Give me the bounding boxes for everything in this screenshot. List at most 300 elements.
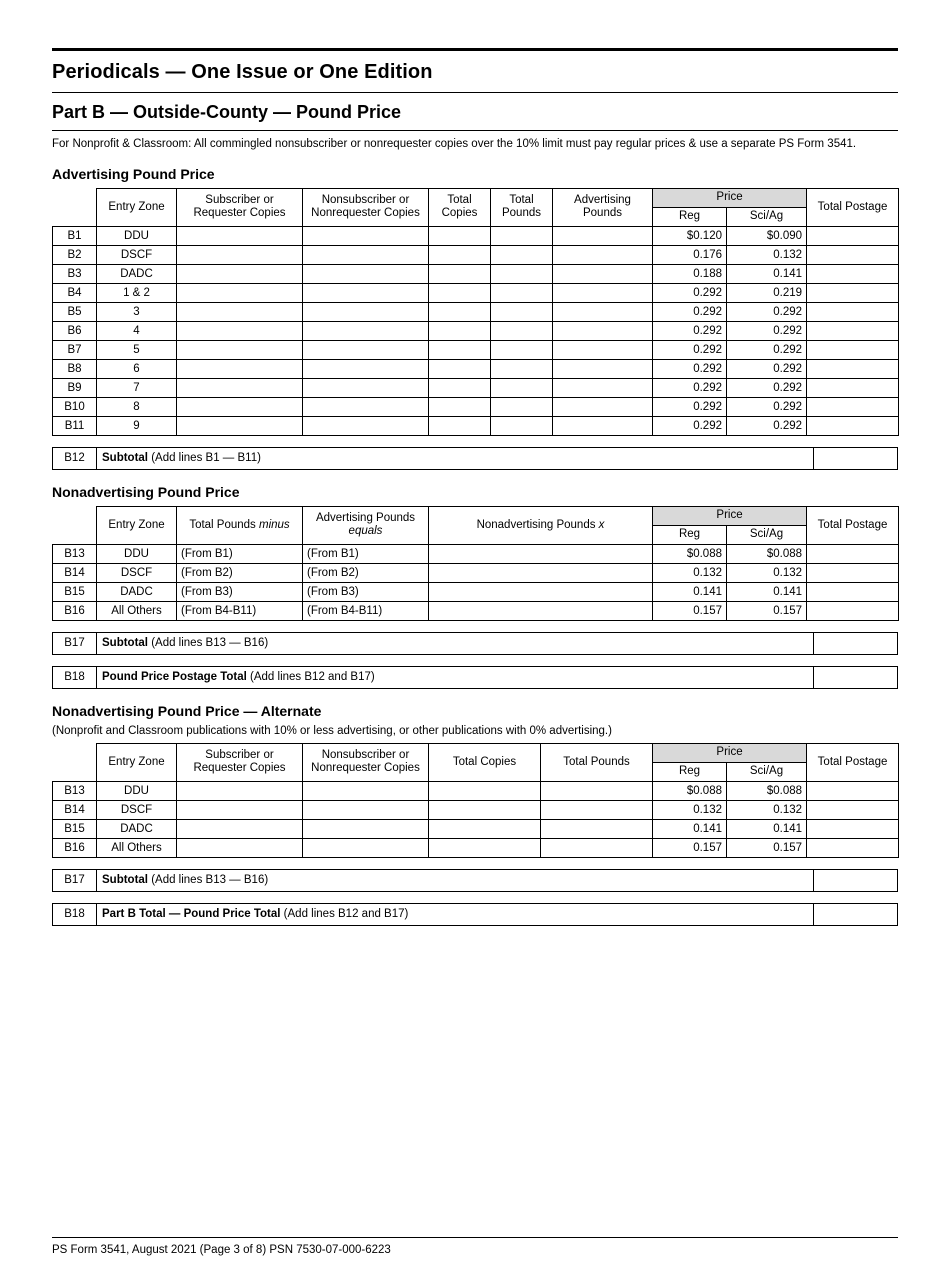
row-entry-zone: DADC	[97, 819, 177, 838]
header-line-blank	[53, 506, 97, 544]
row-advertising-pounds-input[interactable]	[553, 340, 653, 359]
nonadvertising-rows	[53, 544, 899, 620]
footer-divider	[52, 1237, 898, 1238]
row-total-postage-input[interactable]	[807, 302, 899, 321]
row-total-pounds-input[interactable]	[491, 283, 553, 302]
row-price-reg: 0.176	[653, 245, 727, 264]
header-total-copies-line2: Copies	[441, 207, 478, 220]
row-total-postage-input[interactable]	[807, 544, 899, 563]
nonadvertising-pound-price-heading: Nonadvertising Pound Price	[52, 483, 240, 500]
header-advertising-pounds	[553, 188, 653, 226]
row-total-postage-input[interactable]	[807, 819, 899, 838]
row-subscriber-copies-input[interactable]	[177, 781, 303, 800]
table-row	[53, 283, 899, 302]
alternate-heading: Nonadvertising Pound Price — Alternate	[52, 702, 322, 719]
row-price-sciag: 0.132	[727, 800, 807, 819]
subtotal-value-input[interactable]	[814, 632, 898, 654]
subtotal-line-label: B17	[53, 869, 97, 891]
subtotal-label	[97, 632, 814, 654]
row-price-reg: 0.292	[653, 397, 727, 416]
advertising-pound-price-table	[52, 188, 899, 436]
header-subscriber-line1: Subscriber or	[205, 749, 274, 762]
row-total-copies-input[interactable]	[429, 781, 541, 800]
row-subscriber-copies-input[interactable]	[177, 800, 303, 819]
total-label-bold: Part B Total — Pound Price Total	[102, 908, 281, 921]
row-advertising-pounds-input[interactable]	[553, 378, 653, 397]
row-advertising-pounds-from[interactable]: (From B3)	[303, 582, 429, 601]
subtotal-label-rest: (Add lines B13 — B16)	[148, 874, 269, 887]
row-subscriber-copies-input[interactable]	[177, 226, 303, 245]
row-line-label: B3	[53, 264, 97, 283]
header-price-sciag: Sci/Ag	[727, 207, 807, 226]
row-subscriber-copies-input[interactable]	[177, 321, 303, 340]
row-total-copies-input[interactable]	[429, 359, 491, 378]
row-price-reg: $0.088	[653, 544, 727, 563]
row-subscriber-copies-input[interactable]	[177, 359, 303, 378]
row-subscriber-copies-input[interactable]	[177, 397, 303, 416]
row-line-label: B11	[53, 416, 97, 435]
row-nonadvertising-pounds-input[interactable]	[429, 544, 653, 563]
row-total-copies-input[interactable]	[429, 838, 541, 857]
row-total-postage-input[interactable]	[807, 601, 899, 620]
header-subscriber-line2: Requester Copies	[193, 762, 286, 775]
row-subscriber-copies-input[interactable]	[177, 838, 303, 857]
total-value-input[interactable]	[814, 903, 898, 925]
row-total-pounds-input[interactable]	[541, 800, 653, 819]
total-value-input[interactable]	[814, 666, 898, 688]
row-nonadvertising-pounds-input[interactable]	[429, 582, 653, 601]
page-footer	[52, 1237, 898, 1256]
row-price-reg: 0.157	[653, 601, 727, 620]
row-nonsubscriber-copies-input[interactable]	[303, 819, 429, 838]
row-total-pounds-from[interactable]: (From B1)	[177, 544, 303, 563]
row-total-pounds-from[interactable]: (From B2)	[177, 563, 303, 582]
subtotal-row	[53, 869, 898, 891]
header-price: Price	[653, 506, 807, 525]
row-total-pounds-input[interactable]	[491, 340, 553, 359]
header-price-reg: Reg	[653, 207, 727, 226]
row-price-reg: 0.132	[653, 563, 727, 582]
row-entry-zone: 1 & 2	[97, 283, 177, 302]
table-row	[53, 800, 899, 819]
nonprofit-note: For Nonprofit & Classroom: All commingled nonsubscriber or nonrequester copies over the 10% limit must pay regular prices & use a separate PS Form 3541.	[52, 138, 857, 150]
row-advertising-pounds-input[interactable]	[553, 283, 653, 302]
row-price-reg: 0.157	[653, 838, 727, 857]
header-nonsubscriber-line2: Nonrequester Copies	[311, 762, 420, 775]
row-price-reg: 0.292	[653, 321, 727, 340]
header-total-postage: Total Postage	[807, 743, 899, 781]
row-total-pounds-input[interactable]	[491, 264, 553, 283]
header-nonsubscriber-copies	[303, 188, 429, 226]
row-line-label: B15	[53, 582, 97, 601]
header-nonsubscriber-copies	[303, 743, 429, 781]
row-entry-zone: All Others	[97, 601, 177, 620]
row-price-reg: 0.292	[653, 302, 727, 321]
subtotal-row	[53, 447, 898, 469]
nonadvertising-subtotal-row	[52, 632, 898, 655]
row-total-copies-input[interactable]	[429, 264, 491, 283]
row-entry-zone: DDU	[97, 781, 177, 800]
subtotal-value-input[interactable]	[814, 869, 898, 891]
advertising-rows	[53, 226, 899, 435]
table-row	[53, 321, 899, 340]
row-total-pounds-from[interactable]: (From B3)	[177, 582, 303, 601]
table-row	[53, 781, 899, 800]
row-price-reg: 0.292	[653, 340, 727, 359]
row-entry-zone: DDU	[97, 226, 177, 245]
row-price-sciag: 0.157	[727, 601, 807, 620]
total-label	[97, 666, 814, 688]
row-line-label: B15	[53, 819, 97, 838]
row-advertising-pounds-input[interactable]	[553, 226, 653, 245]
alternate-pound-price-table	[52, 743, 899, 858]
row-total-copies-input[interactable]	[429, 378, 491, 397]
header-advertising-pounds-line1: Advertising	[574, 194, 631, 207]
row-line-label: B9	[53, 378, 97, 397]
header-nonadvertising-pounds	[429, 506, 653, 544]
row-price-sciag: 0.141	[727, 264, 807, 283]
header-subscriber-copies	[177, 743, 303, 781]
row-line-label: B14	[53, 800, 97, 819]
table-row	[53, 838, 899, 857]
row-price-sciag: $0.088	[727, 544, 807, 563]
header-line-blank	[53, 743, 97, 781]
row-entry-zone: 4	[97, 321, 177, 340]
row-entry-zone: DSCF	[97, 245, 177, 264]
row-total-pounds-input[interactable]	[491, 378, 553, 397]
row-total-pounds-input[interactable]	[491, 397, 553, 416]
row-total-pounds-from[interactable]: (From B4-B11)	[177, 601, 303, 620]
row-entry-zone: 5	[97, 340, 177, 359]
row-price-reg: 0.188	[653, 264, 727, 283]
row-nonsubscriber-copies-input[interactable]	[303, 397, 429, 416]
nonadvertising-pound-price-table	[52, 506, 899, 621]
row-advertising-pounds-input[interactable]	[553, 302, 653, 321]
row-line-label: B6	[53, 321, 97, 340]
row-total-postage-input[interactable]	[807, 359, 899, 378]
row-subscriber-copies-input[interactable]	[177, 416, 303, 435]
row-line-label: B1	[53, 226, 97, 245]
subtotal-row	[53, 632, 898, 654]
header-nonsubscriber-line1: Nonsubscriber or	[321, 194, 410, 207]
row-price-sciag: 0.132	[727, 563, 807, 582]
footer-text: PS Form 3541, August 2021 (Page 3 of 8) PSN 7530-07-000-6223	[52, 1244, 391, 1256]
row-price-sciag: 0.141	[727, 819, 807, 838]
subtotal-label-bold: Subtotal	[102, 637, 148, 650]
row-price-reg: $0.120	[653, 226, 727, 245]
part-divider	[52, 130, 898, 131]
row-line-label: B5	[53, 302, 97, 321]
row-total-copies-input[interactable]	[429, 397, 491, 416]
row-total-copies-input[interactable]	[429, 321, 491, 340]
row-total-postage-input[interactable]	[807, 264, 899, 283]
row-price-reg: $0.088	[653, 781, 727, 800]
row-advertising-pounds-from[interactable]: (From B1)	[303, 544, 429, 563]
header-total-pounds-text: Total Pounds	[189, 518, 259, 531]
header-price: Price	[653, 188, 807, 207]
row-line-label: B13	[53, 781, 97, 800]
row-total-postage-input[interactable]	[807, 800, 899, 819]
header-total-postage: Total Postage	[807, 506, 899, 544]
row-subscriber-copies-input[interactable]	[177, 340, 303, 359]
row-entry-zone: All Others	[97, 838, 177, 857]
row-total-copies-input[interactable]	[429, 819, 541, 838]
header-price-reg: Reg	[653, 525, 727, 544]
total-line-label: B18	[53, 666, 97, 688]
row-total-pounds-input[interactable]	[541, 781, 653, 800]
table-row	[53, 601, 899, 620]
row-entry-zone: 6	[97, 359, 177, 378]
subtotal-label	[97, 447, 814, 469]
row-line-label: B4	[53, 283, 97, 302]
table-row	[53, 416, 899, 435]
row-price-reg: 0.292	[653, 283, 727, 302]
row-price-sciag: 0.157	[727, 838, 807, 857]
row-price-sciag: 0.141	[727, 582, 807, 601]
subtotal-label	[97, 869, 814, 891]
row-total-pounds-input[interactable]	[491, 359, 553, 378]
row-total-pounds-input[interactable]	[491, 245, 553, 264]
total-label-rest: (Add lines B12 and B17)	[246, 671, 375, 684]
header-total-copies	[429, 188, 491, 226]
row-nonsubscriber-copies-input[interactable]	[303, 340, 429, 359]
row-price-sciag: $0.090	[727, 226, 807, 245]
row-total-postage-input[interactable]	[807, 838, 899, 857]
row-entry-zone: 8	[97, 397, 177, 416]
header-price-sciag: Sci/Ag	[727, 525, 807, 544]
row-entry-zone: 7	[97, 378, 177, 397]
row-price-sciag: 0.292	[727, 416, 807, 435]
row-total-pounds-input[interactable]	[541, 838, 653, 857]
table-row	[53, 544, 899, 563]
row-nonsubscriber-copies-input[interactable]	[303, 378, 429, 397]
header-total-pounds-line2: Pounds	[501, 207, 541, 220]
subtotal-value-input[interactable]	[814, 447, 898, 469]
alternate-rows	[53, 781, 899, 857]
row-price-sciag: 0.292	[727, 321, 807, 340]
form-page	[0, 48, 950, 1278]
table-header-row-1	[53, 743, 899, 762]
header-nonsubscriber-line1: Nonsubscriber or	[321, 749, 410, 762]
header-advertising-pounds-line2: Pounds	[582, 207, 622, 220]
row-total-pounds-input[interactable]	[491, 226, 553, 245]
row-total-postage-input[interactable]	[807, 378, 899, 397]
row-nonsubscriber-copies-input[interactable]	[303, 359, 429, 378]
row-total-pounds-input[interactable]	[491, 321, 553, 340]
total-row	[53, 666, 898, 688]
table-row	[53, 245, 899, 264]
row-total-postage-input[interactable]	[807, 321, 899, 340]
row-advertising-pounds-from[interactable]: (From B2)	[303, 563, 429, 582]
header-nonadvertising-pounds-text: Nonadvertising Pounds	[476, 518, 599, 531]
header-total-copies-line1: Total	[447, 194, 472, 207]
row-advertising-pounds-input[interactable]	[553, 321, 653, 340]
row-subscriber-copies-input[interactable]	[177, 302, 303, 321]
row-total-postage-input[interactable]	[807, 582, 899, 601]
row-price-reg: 0.141	[653, 819, 727, 838]
top-rule	[52, 48, 898, 51]
alternate-subnote: (Nonprofit and Classroom publications with 10% or less advertising, or other publications with 0% advertising.)	[52, 724, 612, 737]
row-entry-zone: 3	[97, 302, 177, 321]
row-nonsubscriber-copies-input[interactable]	[303, 245, 429, 264]
header-total-postage: Total Postage	[807, 188, 899, 226]
row-subscriber-copies-input[interactable]	[177, 378, 303, 397]
row-total-postage-input[interactable]	[807, 245, 899, 264]
row-nonsubscriber-copies-input[interactable]	[303, 302, 429, 321]
row-total-copies-input[interactable]	[429, 245, 491, 264]
row-total-postage-input[interactable]	[807, 283, 899, 302]
subtotal-label-rest: (Add lines B1 — B11)	[148, 452, 261, 465]
row-line-label: B10	[53, 397, 97, 416]
row-line-label: B16	[53, 601, 97, 620]
row-price-sciag: 0.292	[727, 378, 807, 397]
row-nonsubscriber-copies-input[interactable]	[303, 226, 429, 245]
subtotal-line-label: B17	[53, 632, 97, 654]
row-entry-zone: DADC	[97, 264, 177, 283]
row-price-sciag: 0.292	[727, 340, 807, 359]
row-advertising-pounds-input[interactable]	[553, 245, 653, 264]
total-label-rest: (Add lines B12 and B17)	[280, 908, 409, 921]
row-total-postage-input[interactable]	[807, 397, 899, 416]
subtotal-line-label: B12	[53, 447, 97, 469]
row-nonsubscriber-copies-input[interactable]	[303, 781, 429, 800]
row-nonsubscriber-copies-input[interactable]	[303, 283, 429, 302]
row-price-sciag: $0.088	[727, 781, 807, 800]
table-row	[53, 378, 899, 397]
row-entry-zone: DADC	[97, 582, 177, 601]
row-line-label: B2	[53, 245, 97, 264]
table-row	[53, 302, 899, 321]
total-label-bold: Pound Price Postage Total	[102, 671, 247, 684]
table-row	[53, 582, 899, 601]
row-total-pounds-input[interactable]	[491, 302, 553, 321]
row-price-sciag: 0.292	[727, 302, 807, 321]
row-subscriber-copies-input[interactable]	[177, 283, 303, 302]
row-price-sciag: 0.132	[727, 245, 807, 264]
header-equals-italic: equals	[348, 525, 383, 538]
subtotal-label-bold: Subtotal	[102, 452, 148, 465]
part-title: Part B — Outside-County — Pound Price	[52, 102, 402, 122]
row-advertising-pounds-input[interactable]	[553, 397, 653, 416]
row-entry-zone: 9	[97, 416, 177, 435]
row-total-copies-input[interactable]	[429, 283, 491, 302]
table-row	[53, 226, 899, 245]
row-advertising-pounds-input[interactable]	[553, 416, 653, 435]
row-line-label: B7	[53, 340, 97, 359]
header-price-reg: Reg	[653, 762, 727, 781]
advertising-subtotal-row	[52, 447, 898, 470]
row-nonadvertising-pounds-input[interactable]	[429, 563, 653, 582]
table-row	[53, 264, 899, 283]
row-total-postage-input[interactable]	[807, 226, 899, 245]
row-price-reg: 0.141	[653, 582, 727, 601]
row-line-label: B8	[53, 359, 97, 378]
row-total-pounds-input[interactable]	[541, 819, 653, 838]
row-price-reg: 0.132	[653, 800, 727, 819]
row-price-sciag: 0.219	[727, 283, 807, 302]
header-line-blank	[53, 188, 97, 226]
row-nonsubscriber-copies-input[interactable]	[303, 264, 429, 283]
header-total-pounds	[491, 188, 553, 226]
row-total-copies-input[interactable]	[429, 416, 491, 435]
total-row	[53, 903, 898, 925]
row-total-postage-input[interactable]	[807, 340, 899, 359]
row-price-reg: 0.292	[653, 359, 727, 378]
total-line-label: B18	[53, 903, 97, 925]
row-total-postage-input[interactable]	[807, 416, 899, 435]
advertising-pound-price-heading: Advertising Pound Price	[52, 165, 215, 182]
row-nonsubscriber-copies-input[interactable]	[303, 838, 429, 857]
table-header-row-1	[53, 506, 899, 525]
row-line-label: B14	[53, 563, 97, 582]
table-row	[53, 563, 899, 582]
header-nonsubscriber-line2: Nonrequester Copies	[311, 207, 420, 220]
row-total-copies-input[interactable]	[429, 226, 491, 245]
row-total-postage-input[interactable]	[807, 781, 899, 800]
title-divider	[52, 92, 898, 93]
row-total-copies-input[interactable]	[429, 800, 541, 819]
row-nonadvertising-pounds-input[interactable]	[429, 601, 653, 620]
header-x-italic: x	[598, 518, 605, 531]
header-total-pounds-minus	[177, 506, 303, 544]
page-title: Periodicals — One Issue or One Edition	[52, 61, 433, 83]
header-subscriber-copies	[177, 188, 303, 226]
part-b-total-row	[52, 903, 898, 926]
row-nonsubscriber-copies-input[interactable]	[303, 800, 429, 819]
row-subscriber-copies-input[interactable]	[177, 819, 303, 838]
header-total-pounds: Total Pounds	[541, 743, 653, 781]
row-total-copies-input[interactable]	[429, 340, 491, 359]
row-advertising-pounds-from[interactable]: (From B4-B11)	[303, 601, 429, 620]
row-nonsubscriber-copies-input[interactable]	[303, 416, 429, 435]
row-entry-zone: DDU	[97, 544, 177, 563]
header-entry-zone: Entry Zone	[97, 506, 177, 544]
total-label	[97, 903, 814, 925]
row-advertising-pounds-input[interactable]	[553, 264, 653, 283]
subtotal-label-bold: Subtotal	[102, 874, 148, 887]
row-total-pounds-input[interactable]	[491, 416, 553, 435]
header-minus-italic: minus	[259, 518, 290, 531]
header-entry-zone: Entry Zone	[97, 188, 177, 226]
subtotal-label-rest: (Add lines B13 — B16)	[148, 637, 269, 650]
row-advertising-pounds-input[interactable]	[553, 359, 653, 378]
row-price-reg: 0.292	[653, 416, 727, 435]
row-line-label: B13	[53, 544, 97, 563]
header-subscriber-line1: Subscriber or	[205, 194, 274, 207]
row-entry-zone: DSCF	[97, 563, 177, 582]
header-advertising-pounds-equals	[303, 506, 429, 544]
row-subscriber-copies-input[interactable]	[177, 245, 303, 264]
row-line-label: B16	[53, 838, 97, 857]
row-price-sciag: 0.292	[727, 359, 807, 378]
header-price-sciag: Sci/Ag	[727, 762, 807, 781]
header-price: Price	[653, 743, 807, 762]
header-total-copies: Total Copies	[429, 743, 541, 781]
header-entry-zone: Entry Zone	[97, 743, 177, 781]
table-row	[53, 359, 899, 378]
table-row	[53, 340, 899, 359]
row-price-reg: 0.292	[653, 378, 727, 397]
row-nonsubscriber-copies-input[interactable]	[303, 321, 429, 340]
header-subscriber-line2: Requester Copies	[193, 207, 286, 220]
row-subscriber-copies-input[interactable]	[177, 264, 303, 283]
table-header-row-1	[53, 188, 899, 207]
alternate-subtotal-row	[52, 869, 898, 892]
row-total-postage-input[interactable]	[807, 563, 899, 582]
row-total-copies-input[interactable]	[429, 302, 491, 321]
row-entry-zone: DSCF	[97, 800, 177, 819]
table-row	[53, 397, 899, 416]
